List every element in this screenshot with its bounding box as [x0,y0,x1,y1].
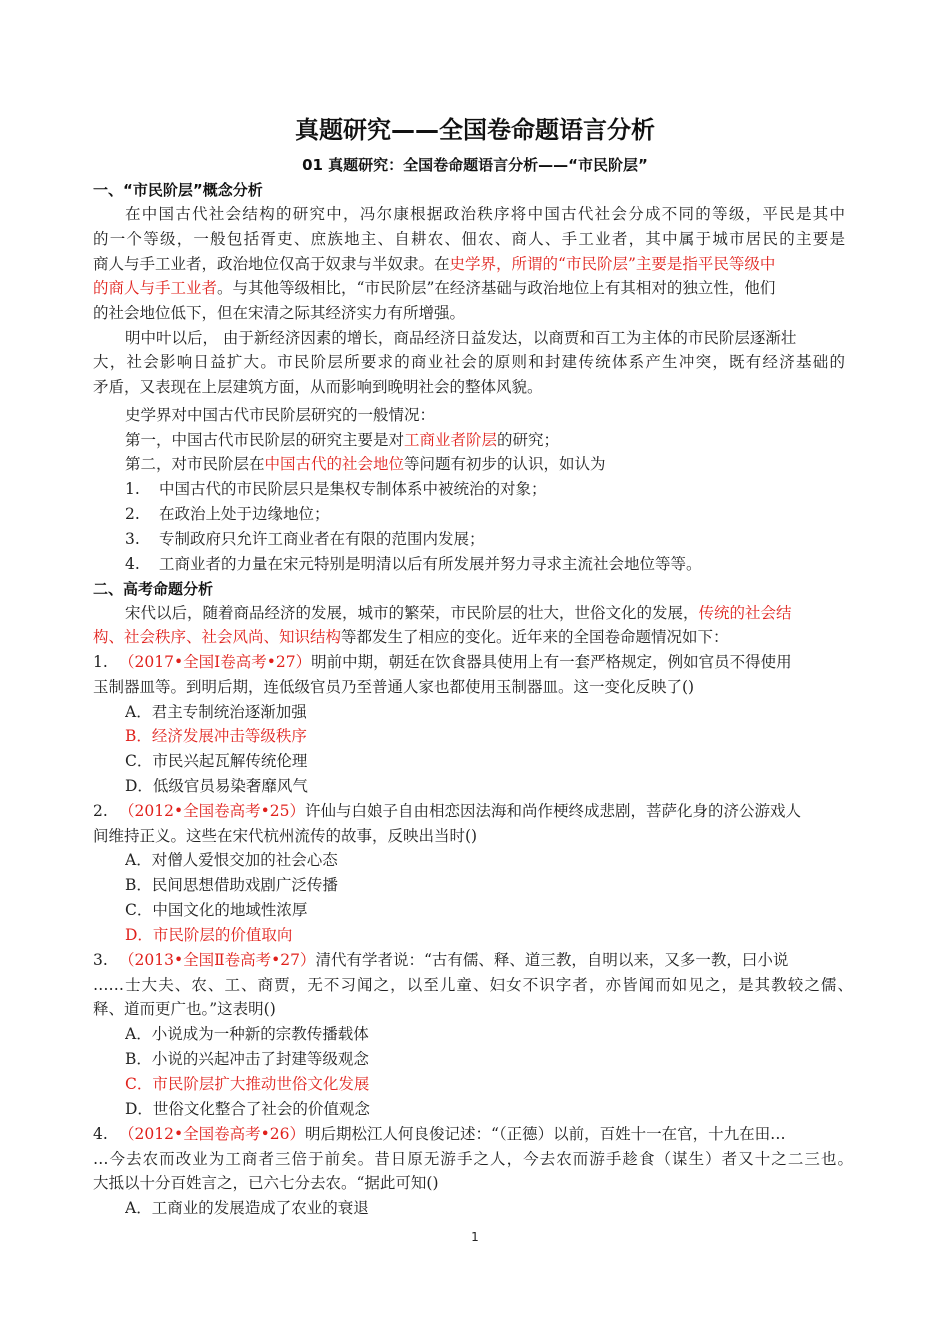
highlight-text: 传统的社会结 [698,604,792,622]
paragraph-line: 明中叶以后， 由于新经济因素的增长，商品经济日益发达，以商贾和百工为主体的市民阶层逐渐壮 [125,329,797,347]
question-number: 1. [93,653,108,671]
option-d: D．低级官员易染奢靡风气 [125,777,308,795]
paragraph-line [125,452,885,476]
page-title: 真题研究——全国卷命题语言分析 [295,116,655,144]
page-subtitle: 01 真题研究：全国卷命题语言分析——“市民阶层” [302,156,648,174]
list-text: 中国古代的市民阶层只是集权专制体系中被统治的对象； [159,480,547,498]
question-text-line: ……士大夫、农、工、商贾，无不习闻之，以至儿童、妇女不识字者，亦皆闻而如见之，是其教较之儒、 [93,976,853,994]
paragraph-line [93,252,853,276]
question-source: （2012•全国卷高考•26） [119,1125,305,1143]
paragraph-line [93,625,853,649]
question-text: 明后期松江人何良俊记述：“（正德）以前，百姓十一在官，十九在田… [304,1125,786,1143]
text-run: 等都发生了相应的变化。近年来的全国卷命题情况如下： [341,628,729,646]
question-number: 2. [93,802,108,820]
text-run: 等问题有初步的认识，如认为 [404,455,606,473]
list-item [125,502,885,526]
question-source: （2012•全国卷高考•25） [119,802,305,820]
option-b-answer: B．经济发展冲击等级秩序 [125,727,307,745]
option-a: A．小说成为一种新的宗教传播载体 [125,1025,369,1043]
paragraph-line: 的社会地位低下，但在宋清之际其经济实力有所增强。 [93,304,466,322]
list-text: 在政治上处于边缘地位； [159,505,330,523]
text-run: 。与其他等级相比，“市民阶层”在经济基础与政治地位上有其相对的独立性，他们 [217,279,776,297]
highlight-text: 中国古代的社会地位 [264,455,405,473]
option-a: A．对僧人爱恨交加的社会心态 [125,851,338,869]
option-b: B．民间思想借助戏剧广泛传播 [125,876,338,894]
highlight-text: 的商人与手工业者 [93,279,218,297]
paragraph-line [125,428,885,452]
question-number: 4. [93,1125,108,1143]
question-1 [93,650,853,674]
paragraph-line: 大，社会影响日益扩大。市民阶层所要求的商业社会的原则和封建传统体系产生冲突，既有经济基础的 [93,353,845,371]
question-text-line: 释、道而更广也。”这表明() [93,1000,276,1018]
list-number: 1. [125,480,140,498]
option-d: D．世俗文化整合了社会的价值观念 [125,1100,370,1118]
section-heading-2: 二、高考命题分析 [93,580,214,598]
text-run: 宋代以后，随着商品经济的发展，城市的繁荣，市民阶层的壮大，世俗文化的发展， [125,604,699,622]
list-number: 2. [125,505,140,523]
question-text-line: 大抵以十分百姓言之，已六七分去农。“据此可知() [93,1174,439,1192]
option-b: B．小说的兴起冲击了封建等级观念 [125,1050,369,1068]
question-source: （2013•全国Ⅱ卷高考•27） [119,951,316,969]
list-number: 3. [125,530,140,548]
question-3 [93,948,853,972]
question-number: 3. [93,951,108,969]
text-run: 第一，中国古代市民阶层的研究主要是对 [125,431,405,449]
paragraph-line [93,276,853,300]
list-item [125,552,885,576]
text-run: 第二，对市民阶层在 [125,455,265,473]
question-2 [93,799,853,823]
question-text: 明前中期，朝廷在饮食器具使用上有一套严格规定，例如官员不得使用 [311,653,792,671]
question-4 [93,1122,853,1146]
list-number: 4. [125,555,140,573]
option-c: C．中国文化的地域性浓厚 [125,901,308,919]
paragraph-line: 矛盾，又表现在上层建筑方面，从而影响到晚明社会的整体风貌。 [93,378,543,396]
text-run: 商人与手工业者，政治地位仅高于奴隶与半奴隶。在 [93,255,450,273]
question-text-line: …今去农而改业为工商者三倍于前矣。昔日原无游手之人，今去农而游手趁食（谋生）者又十之二三也。 [93,1150,853,1168]
highlight-text: 史学界，所谓的“市民阶层”主要是指平民等级中 [449,255,776,273]
list-item [125,477,885,501]
page-number: 1 [471,1230,479,1244]
highlight-text: 工商业者阶层 [404,431,498,449]
list-text: 专制政府只允许工商业者在有限的范围内发展； [159,530,485,548]
question-text-line: 间维持正义。这些在宋代杭州流传的故事，反映出当时() [93,827,478,845]
option-c-answer: C．市民阶层扩大推动世俗文化发展 [125,1075,370,1093]
highlight-text: 构、社会秩序、社会风尚、知识结构 [93,628,342,646]
paragraph-line: 在中国古代社会结构的研究中，冯尔康根据政治秩序将中国古代社会分成不同的等级，平民是其中 [125,205,845,223]
paragraph-line: 史学界对中国古代市民阶层研究的一般情况： [125,406,436,424]
question-text-line: 玉制器皿等。到明后期，连低级官员乃至普通人家也都使用玉制器皿。这一变化反映了() [93,678,695,696]
option-a: A．君主专制统治逐渐加强 [125,703,307,721]
list-text: 工商业者的力量在宋元特别是明清以后有所发展并努力寻求主流社会地位等等。 [159,555,702,573]
paragraph-line [125,601,885,625]
option-c: C．市民兴起瓦解传统伦理 [125,752,308,770]
list-item [125,527,885,551]
question-source: （2017•全国Ⅰ卷高考•27） [119,653,312,671]
text-run: 的研究； [497,431,560,449]
section-heading-1: 一、“市民阶层”概念分析 [93,181,263,199]
paragraph-line: 的一个等级，一般包括胥吏、庶族地主、自耕农、佃农、商人、手工业者，其中属于城市居民的主要是 [93,230,845,248]
option-a: A．工商业的发展造成了农业的衰退 [125,1199,369,1217]
option-d-answer: D．市民阶层的价值取向 [125,926,293,944]
question-text: 清代有学者说：“古有儒、释、道三教，自明以来，又多一教，曰小说 [315,951,789,969]
question-text: 许仙与白娘子自由相恋因法海和尚作梗终成悲剧，菩萨化身的济公游戏人 [304,802,801,820]
